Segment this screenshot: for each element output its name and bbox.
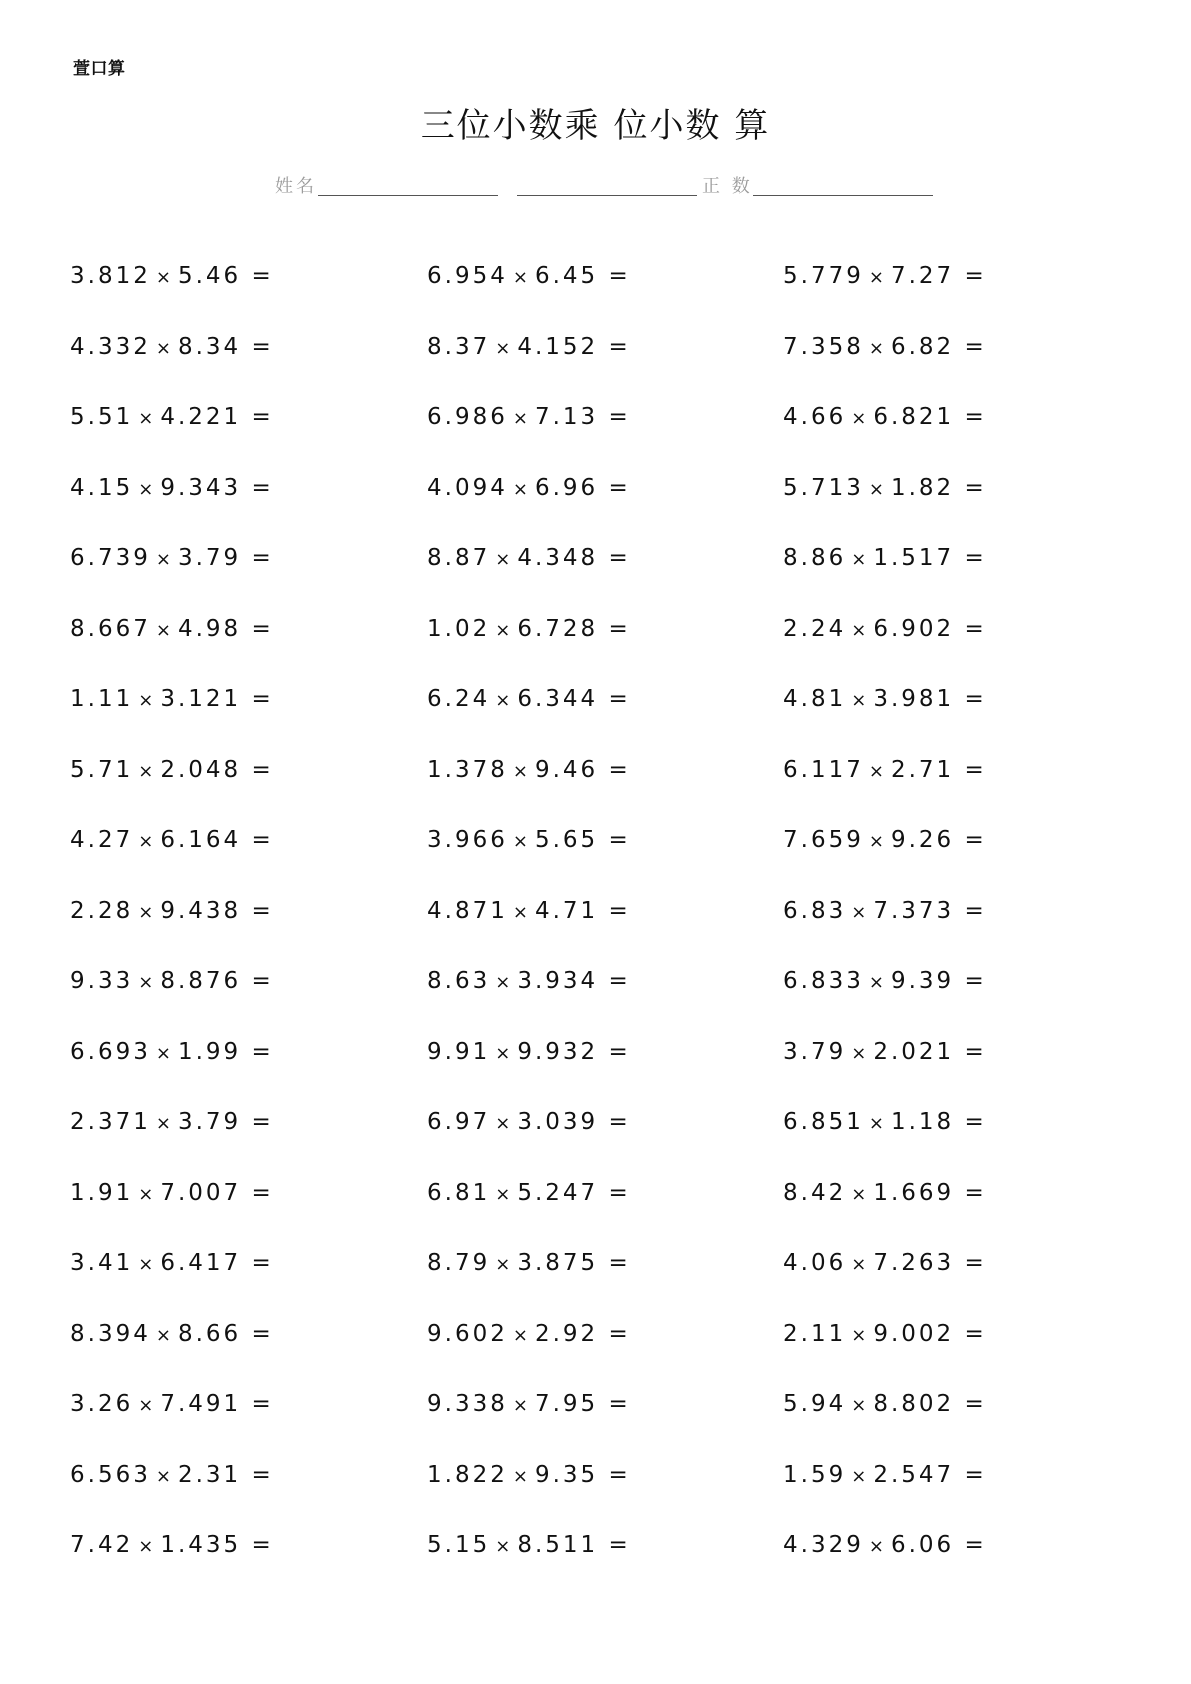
equals-sign: = [608,333,631,360]
problem-item [70,685,274,715]
operand-a: 4.66 [783,404,847,430]
problem-item [70,756,274,786]
equals-sign: = [608,615,631,642]
multiply-sign: × [868,267,884,288]
operand-a: 8.394 [70,1320,151,1347]
operand-b: 1.435 [160,1532,242,1558]
multiply-sign: × [851,1042,867,1064]
problem-item [427,403,631,433]
equals-sign: = [251,1038,274,1065]
operand-b: 5.247 [517,1179,599,1206]
problem-item [70,474,274,504]
equals-sign: = [964,263,987,289]
problem-item [427,1461,631,1491]
operand-a: 1.02 [427,615,491,642]
operand-b: 6.728 [517,615,599,642]
operand-b: 1.517 [873,545,955,571]
operand-a: 8.86 [783,545,847,571]
operand-b: 6.344 [517,686,599,712]
operand-a: 2.11 [783,1320,847,1347]
problem-item [427,685,631,715]
multiply-sign: × [495,690,511,711]
problem-item [427,474,631,504]
equals-sign: = [964,1038,987,1065]
operand-b: 9.35 [534,1461,599,1488]
operand-a: 5.779 [783,263,864,289]
operand-b: 9.343 [160,474,242,501]
operand-a: 9.91 [427,1038,491,1065]
equals-sign: = [608,686,631,712]
equals-sign: = [964,1250,987,1276]
operand-b: 6.164 [160,827,242,853]
operand-b: 7.373 [873,897,955,924]
problem-item [427,1390,631,1420]
operand-a: 8.63 [427,968,491,994]
operand-a: 4.332 [70,333,151,360]
operand-a: 4.15 [70,474,134,501]
multiply-sign: × [512,267,528,288]
operand-b: 7.491 [160,1391,242,1417]
operand-b: 9.26 [890,827,955,853]
operand-a: 5.51 [70,404,134,430]
operand-b: 6.45 [534,263,599,289]
operand-a: 7.358 [783,333,864,360]
equals-sign: = [964,1532,987,1558]
problem-item [783,1038,987,1068]
multiply-sign: × [851,1183,867,1205]
operand-a: 3.41 [70,1250,134,1276]
operand-b: 9.39 [890,968,955,994]
problem-item [783,967,987,997]
multiply-sign: × [495,1183,511,1205]
operand-a: 6.97 [427,1109,491,1135]
multiply-sign: × [495,337,511,359]
problem-item [783,333,987,363]
equals-sign: = [251,686,274,712]
operand-b: 1.669 [873,1179,955,1206]
multiply-sign: × [138,831,154,852]
operand-b: 8.876 [160,968,242,994]
multiply-sign: × [868,478,884,500]
equals-sign: = [964,827,987,853]
operand-b: 2.048 [160,756,242,783]
operand-b: 2.71 [890,756,955,783]
operand-a: 2.28 [70,897,134,924]
score-label: 正 数 [702,176,753,197]
problem-item [70,1461,274,1491]
operand-b: 9.438 [160,897,242,924]
equals-sign: = [608,1320,631,1347]
equals-sign: = [964,686,987,712]
problem-item [427,1179,631,1209]
problem-item [427,897,631,927]
equals-sign: = [608,1109,631,1135]
operand-a: 1.378 [427,756,508,783]
operand-b: 2.31 [177,1461,242,1488]
problem-item [783,403,987,433]
equals-sign: = [251,404,274,430]
equals-sign: = [251,756,274,783]
multiply-sign: × [155,267,171,288]
operand-a: 1.59 [783,1461,847,1488]
multiply-sign: × [138,1395,154,1416]
operand-a: 9.602 [427,1320,508,1347]
operand-b: 4.221 [160,404,242,430]
problem-item [427,333,631,363]
equals-sign: = [251,827,274,853]
operand-a: 5.713 [783,474,864,501]
multiply-sign: × [512,1324,528,1346]
problem-item [70,615,274,645]
equals-sign: = [964,615,987,642]
operand-a: 6.693 [70,1038,151,1065]
operand-b: 2.92 [534,1320,599,1347]
operand-b: 5.65 [534,827,599,853]
operand-b: 6.417 [160,1250,242,1276]
equals-sign: = [251,1532,274,1558]
problem-item [70,1249,274,1279]
multiply-sign: × [495,1113,511,1134]
multiply-sign: × [495,1042,511,1064]
operand-b: 6.06 [890,1532,955,1558]
operand-a: 8.667 [70,615,151,642]
equals-sign: = [964,1320,987,1347]
operand-b: 5.46 [177,263,242,289]
equals-sign: = [964,897,987,924]
multiply-sign: × [155,1324,171,1346]
equals-sign: = [964,474,987,501]
operand-a: 8.42 [783,1179,847,1206]
equals-sign: = [964,404,987,430]
equals-sign: = [251,897,274,924]
problem-item [783,1179,987,1209]
equals-sign: = [608,897,631,924]
problem-item [70,1390,274,1420]
multiply-sign: × [512,1465,528,1487]
problem-item [427,1108,631,1138]
operand-b: 8.34 [177,333,242,360]
problem-item [70,1108,274,1138]
multiply-sign: × [495,619,511,641]
operand-b: 7.263 [873,1250,955,1276]
multiply-sign: × [495,1536,511,1557]
multiply-sign: × [868,1536,884,1557]
operand-a: 6.24 [427,686,491,712]
operand-a: 6.833 [783,968,864,994]
operand-a: 6.81 [427,1179,491,1206]
multiply-sign: × [138,690,154,711]
multiply-sign: × [495,549,511,570]
multiply-sign: × [138,1254,154,1275]
operand-b: 6.821 [873,404,955,430]
operand-b: 7.007 [160,1179,242,1206]
equals-sign: = [964,1109,987,1135]
operand-b: 3.934 [517,968,599,994]
equals-sign: = [251,968,274,994]
problem-item [427,1249,631,1279]
operand-b: 3.039 [517,1109,599,1135]
equals-sign: = [608,263,631,289]
multiply-sign: × [138,972,154,993]
problem-item [783,826,987,856]
operand-a: 2.24 [783,615,847,642]
problem-item [783,1390,987,1420]
multiply-sign: × [512,408,528,429]
multiply-sign: × [868,1113,884,1134]
equals-sign: = [251,545,274,571]
equals-sign: = [608,1179,631,1206]
operand-a: 3.966 [427,827,508,853]
operand-a: 8.79 [427,1250,491,1276]
multiply-sign: × [512,1395,528,1416]
operand-a: 7.659 [783,827,864,853]
multiply-sign: × [495,1254,511,1275]
operand-b: 4.98 [177,615,242,642]
operand-b: 3.79 [177,545,242,571]
operand-a: 6.117 [783,756,864,783]
operand-b: 7.13 [534,404,599,430]
problem-item [783,897,987,927]
problem-item [70,262,274,292]
multiply-sign: × [851,619,867,641]
operand-b: 6.902 [873,615,955,642]
operand-a: 9.338 [427,1391,508,1417]
operand-a: 4.871 [427,897,508,924]
operand-b: 8.511 [517,1532,599,1558]
multiply-sign: × [868,831,884,852]
multiply-sign: × [512,831,528,852]
operand-a: 6.954 [427,263,508,289]
operand-b: 1.82 [890,474,955,501]
equals-sign: = [608,1038,631,1065]
operand-a: 1.822 [427,1461,508,1488]
operand-b: 3.79 [177,1109,242,1135]
problem-item [427,262,631,292]
operand-b: 4.71 [534,897,599,924]
equals-sign: = [251,1250,274,1276]
equals-sign: = [251,333,274,360]
operand-b: 7.95 [534,1391,599,1417]
multiply-sign: × [512,760,528,782]
equals-sign: = [964,1179,987,1206]
multiply-sign: × [138,901,154,923]
multiply-sign: × [138,1183,154,1205]
operand-b: 4.152 [517,333,599,360]
equals-sign: = [251,1461,274,1488]
operand-b: 9.002 [873,1320,955,1347]
problem-item [427,1531,631,1561]
operand-b: 3.981 [873,686,955,712]
operand-a: 6.739 [70,545,151,571]
problem-item [427,756,631,786]
operand-a: 6.563 [70,1461,151,1488]
name-label: 姓名 [275,176,317,197]
problem-item [70,1531,274,1561]
problem-item [783,756,987,786]
operand-b: 7.27 [890,263,955,289]
problem-item [783,1249,987,1279]
equals-sign: = [964,756,987,783]
multiply-sign: × [138,478,154,500]
operand-b: 8.802 [873,1391,955,1417]
equals-sign: = [608,545,631,571]
multiply-sign: × [155,337,171,359]
equals-sign: = [608,968,631,994]
operand-b: 2.547 [873,1461,955,1488]
operand-a: 4.094 [427,474,508,501]
equals-sign: = [251,1391,274,1417]
operand-a: 6.986 [427,404,508,430]
multiply-sign: × [138,1536,154,1557]
operand-b: 4.348 [517,545,599,571]
equals-sign: = [251,263,274,289]
multiply-sign: × [155,1042,171,1064]
multiply-sign: × [868,760,884,782]
problem-item [70,826,274,856]
problem-item [70,1320,274,1350]
equals-sign: = [608,1461,631,1488]
multiply-sign: × [851,1254,867,1275]
operand-a: 5.94 [783,1391,847,1417]
operand-b: 9.46 [534,756,599,783]
multiply-sign: × [851,901,867,923]
problem-item [783,1108,987,1138]
problem-item [70,1038,274,1068]
operand-a: 2.371 [70,1109,151,1135]
equals-sign: = [608,756,631,783]
equals-sign: = [608,1391,631,1417]
operand-a: 6.83 [783,897,847,924]
problem-item [427,615,631,645]
operand-b: 6.82 [890,333,955,360]
equals-sign: = [964,1461,987,1488]
multiply-sign: × [851,1395,867,1416]
operand-b: 3.121 [160,686,242,712]
multiply-sign: × [851,408,867,429]
problem-item [783,615,987,645]
multiply-sign: × [851,1324,867,1346]
operand-a: 8.37 [427,333,491,360]
equals-sign: = [964,968,987,994]
multiply-sign: × [155,1113,171,1134]
equals-sign: = [251,1179,274,1206]
operand-a: 5.71 [70,756,134,783]
operand-a: 4.06 [783,1250,847,1276]
multiply-sign: × [138,408,154,429]
operand-b: 1.18 [890,1109,955,1135]
operand-b: 9.932 [517,1038,599,1065]
problem-item [70,897,274,927]
operand-b: 6.96 [534,474,599,501]
multiply-sign: × [155,1465,171,1487]
problem-item [70,403,274,433]
brand-label: 萱口算 [73,59,126,79]
multiply-sign: × [868,972,884,993]
problem-item [783,474,987,504]
operand-a: 1.91 [70,1179,134,1206]
operand-a: 4.27 [70,827,134,853]
problem-item [70,333,274,363]
operand-a: 4.329 [783,1532,864,1558]
problem-item [783,1531,987,1561]
problem-item [427,544,631,574]
problem-item [783,262,987,292]
equals-sign: = [251,615,274,642]
problem-item [783,1320,987,1350]
equals-sign: = [608,1250,631,1276]
operand-a: 3.79 [783,1038,847,1065]
multiply-sign: × [138,760,154,782]
equals-sign: = [608,1532,631,1558]
equals-sign: = [608,827,631,853]
multiply-sign: × [851,1465,867,1487]
problem-item [427,967,631,997]
problem-item [70,967,274,997]
equals-sign: = [608,404,631,430]
operand-b: 8.66 [177,1320,242,1347]
operand-a: 4.81 [783,686,847,712]
operand-a: 3.812 [70,263,151,289]
multiply-sign: × [512,478,528,500]
multiply-sign: × [851,549,867,570]
multiply-sign: × [868,337,884,359]
multiply-sign: × [495,972,511,993]
problem-item [70,1179,274,1209]
problem-item [783,544,987,574]
equals-sign: = [964,333,987,360]
operand-a: 5.15 [427,1532,491,1558]
equals-sign: = [251,1320,274,1347]
operand-a: 9.33 [70,968,134,994]
equals-sign: = [964,545,987,571]
operand-b: 2.021 [873,1038,955,1065]
operand-a: 8.87 [427,545,491,571]
problem-item [427,826,631,856]
problem-item [70,544,274,574]
multiply-sign: × [512,901,528,923]
problem-item [783,685,987,715]
operand-a: 3.26 [70,1391,134,1417]
problem-item [427,1038,631,1068]
equals-sign: = [251,474,274,501]
multiply-sign: × [851,690,867,711]
operand-b: 3.875 [517,1250,599,1276]
operand-b: 1.99 [177,1038,242,1065]
multiply-sign: × [155,619,171,641]
operand-a: 1.11 [70,686,134,712]
problem-item [783,1461,987,1491]
multiply-sign: × [155,549,171,570]
equals-sign: = [251,1109,274,1135]
problem-item [427,1320,631,1350]
operand-a: 7.42 [70,1532,134,1558]
equals-sign: = [964,1391,987,1417]
page-title: 三位小数乘 位小数 算 [420,106,771,146]
operand-a: 6.851 [783,1109,864,1135]
equals-sign: = [608,474,631,501]
